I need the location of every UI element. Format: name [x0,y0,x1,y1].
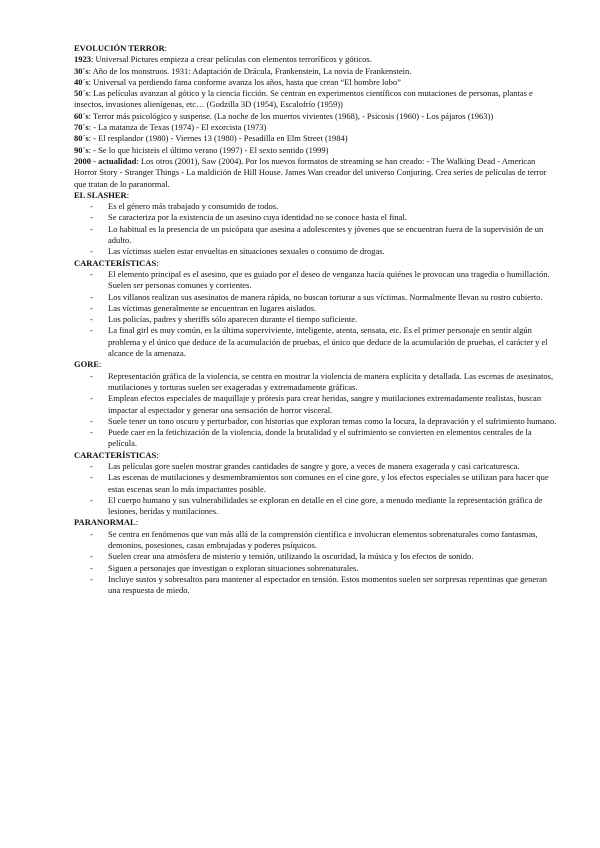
list-item: - Lo habitual es la presencia de un psicópata que asesina a adolescentes y jóvenes que se encuentran fuera de la supervisión de un adulto. [74,224,560,247]
section-heading-text: CARACTERÍSTICAS [74,257,157,268]
timeline-text: : Las películas avanzan al gótico y la ciencia ficción. Se centran en experimentos científicos con mutaciones de personas, plantas e insectos, invasiones alienígenas, etc… (Godzilla 3D (1954), Escalofrío (1959)) [74,88,533,110]
timeline-year: 70´s [74,122,89,133]
timeline-entry [74,122,560,133]
list-item: - Los policías, padres y sheriffs sólo aparecen durante el tiempo suficiente. [74,314,560,325]
list-item: - Siguen a personajes que investigan o exploran situaciones sobrenaturales. [74,563,560,574]
list-item: - Las víctimas suelen estar envueltas en situaciones sexuales o consumo de drogas. [74,246,560,257]
timeline-year: 50´s [74,88,89,99]
bullet-list [74,529,560,597]
timeline-year: 80´s [74,133,89,144]
timeline-text: : - La matanza de Texas (1974) - El exorcista (1973) [88,122,267,133]
list-item: - El elemento principal es el asesino, que es guiado por el deseo de venganza hacia quiénes le provocan una tragedia o humillación. Suelen ser personas comunes y corrientes. [74,269,560,292]
timeline-entry [74,77,560,88]
list-item: - Los villanos realizan sus asesinatos de manera rápida, no buscan torturar a sus víctimas. Normalmente llevan su rostro cubierto. [74,292,560,303]
section-heading-colon: : [99,359,102,370]
list-item: - Suele tener un tono oscuro y perturbador, con historias que exploran temas como la locura, la depravación y el sufrimiento humano. [74,416,560,427]
list-item: - Emplean efectos especiales de maquillaje y prótesis para crear heridas, sangre y mutilaciones extremadamente realistas, buscan impactar al espectador y generar una sensación de horror visceral. [74,393,560,416]
timeline-entry [74,133,560,144]
section-heading-colon: : [156,257,159,268]
timeline-entry [74,88,560,111]
document-page [74,43,560,597]
bullet-list [74,269,560,359]
list-item: - Las víctimas generalmente se encuentran en lugares aislados. [74,303,560,314]
list-item: - La final girl es muy común, es la última superviviente, inteligente, atenta, sensata, etc. Es el primer personaje en sentir algún problema y el único que deduce de la acumulación de pruebas, el único que deduce de la acumulación de pruebas, el carácter y el alcance de la amenaza. [74,325,560,359]
bullet-list [74,371,560,450]
section-heading-text: CARACTERÍSTICAS [74,449,157,460]
document-title: EVOLUCIÓN TERROR: [74,43,167,53]
timeline-year: 30´s [74,65,89,76]
timeline-entry [74,111,560,122]
timeline-entry [74,66,560,77]
timeline-text: : Universal va perdiendo fama conforme avanza los años, hasta que crean “El hombre lobo” [88,76,401,87]
list-item: - Puede caer en la fetichización de la violencia, donde la brutalidad y el sufrimiento se convierten en elementos centrales de la película. [74,427,560,450]
timeline-entry [74,156,560,190]
timeline-year: 1923 [74,54,91,65]
timeline-entry [74,145,560,156]
timeline-year: 60´s [74,110,89,121]
list-item: - Es el género más trabajado y consumido de todos. [74,201,560,212]
list-item: - Se centra en fenómenos que van más allá de la comprensión científica e involucran elementos sobrenaturales como fantasmas, demonios, posesiones, casas embrujadas y poderes psíquicos. [74,529,560,552]
section-heading [74,359,560,370]
timeline [74,54,560,190]
section-heading-text: GORE [74,359,100,370]
section-heading [74,517,560,528]
timeline-text: : Los otros (2001), Saw (2004). Por los nuevos formatos de streaming se han creado: - The Walking Dead - American Horror Story - Stranger Things - La maldición de Hill House. James Wan creador del universo Conjuring. Crea series de películas de terror que tratan de lo paranormal. [74,155,547,189]
timeline-year: 90´s [74,144,89,155]
list-item: - Incluye sustos y sobresaltos para mantener al espectador en tensión. Estos momentos suelen ser sorpresas repentinas que generan una respuesta de miedo. [74,574,560,597]
timeline-year: 2000 - actualidad [74,155,137,166]
timeline-text: : - Se lo que hicisteis el último verano (1997) - El sexto sentido (1999) [88,144,329,155]
section-heading-text: PARANORMAL [74,517,136,528]
section-heading-colon: : [126,189,130,200]
list-item: - Se caracteriza por la existencia de un asesino cuya identidad no se conoce hasta el final. [74,212,560,223]
timeline-text: : Terror más psicológico y suspense. (La noche de los muertos vivientes (1968), - Psicosis (1960) - Los pájaros (1963)) [88,110,494,121]
bullet-list [74,461,560,517]
timeline-year: 40´s [74,76,89,87]
timeline-entry [74,54,560,65]
list-item: - Suelen crear una atmósfera de misterio y tensión, utilizando la oscuridad, la música y los efectos de sonido. [74,551,560,562]
timeline-text: : Año de los monstruos. 1931: Adaptación de Drácula, Frankenstein, La novia de Frankenstein. [88,65,412,76]
section-heading-colon: : [135,517,139,528]
timeline-text: : Universal Pictures empieza a crear películas con elementos terroríficos y góticos. [91,54,372,65]
section-heading [74,190,560,201]
bullet-list [74,201,560,257]
list-item: - Representación gráfica de la violencia, se centra en mostrar la violencia de manera explícita y detallada. Las escenas de asesinatos, mutilaciones y torturas suelen ser exageradas y extremadamente gráficas. [74,371,560,394]
list-item: - Las películas gore suelen mostrar grandes cantidades de sangre y gore, a veces de manera exagerada y casi caricaturesca. [74,461,560,472]
section-heading [74,258,560,269]
section-heading-text: EL SLASHER [74,189,127,200]
sections [74,190,560,597]
section-heading-colon: : [156,449,159,460]
section-heading [74,450,560,461]
timeline-text: : - El resplandor (1980) - Viernes 13 (1980) - Pesadilla en Elm Street (1984) [88,133,348,144]
list-item: - El cuerpo humano y sus vulnerabilidades se exploran en detalle en el cine gore, a menudo mediante la representación gráfica de lesiones, heridas y mutilaciones. [74,495,560,518]
list-item: - Las escenas de mutilaciones y desmembramientos son comunes en el cine gore, y los efectos especiales se utilizan para hacer que estas escenas sean lo más impactantes posible. [74,472,560,495]
